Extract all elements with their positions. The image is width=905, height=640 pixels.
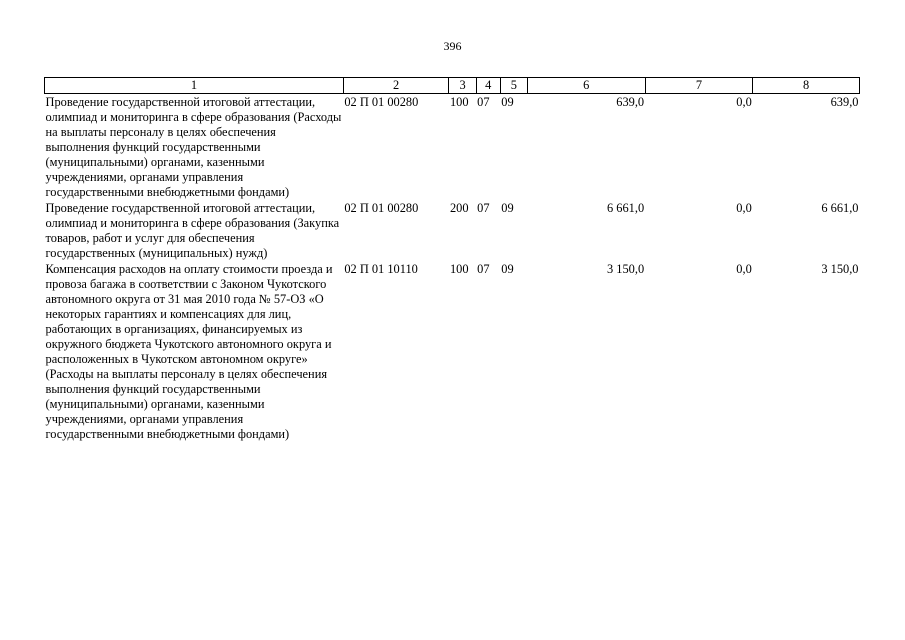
row-col8: 6 661,0 [821,201,859,215]
row-name: Проведение государственной итоговой аттестации, олимпиад и мониторинга в сфере образования (Закупка товаров, работ и услуг для обеспечения государственных (муниципальных) нужд) [45,201,340,260]
row-col8: 3 150,0 [821,262,859,276]
table-header-row [45,78,860,94]
row-col4: 07 [477,95,490,109]
column-header-6: 6 [527,78,645,94]
row-code: 02 П 01 10110 [344,262,418,276]
row-col7: 0,0 [736,262,752,276]
row-code: 02 П 01 00280 [344,95,419,109]
row-col5: 09 [501,95,514,109]
column-header-3: 3 [449,78,476,94]
row-code: 02 П 01 00280 [344,201,419,215]
table-row [45,200,860,261]
row-col4: 07 [477,262,490,276]
row-col4: 07 [477,201,490,215]
row-col7: 0,0 [736,95,752,109]
table-row [45,94,860,201]
row-col6: 3 150,0 [606,262,645,276]
table-row [45,261,860,442]
column-header-1: 1 [45,78,344,94]
page-number: 396 [443,39,462,53]
column-header-4: 4 [476,78,500,94]
column-header-2: 2 [343,78,449,94]
row-name: Компенсация расходов на оплату стоимости проезда и провоза багажа в соответствии с Законом Чукотского автономного округа от 31 мая 2010 года № 57-ОЗ «О некоторых гарантиях и компенсациях для лиц, работающих в организациях, финансируемых из окружного бюджета Чукотского автономного округа и расположенных в Чукотском автономном округе» (Расходы на выплаты персоналу в целях обеспечения выполнения функций государственными (муниципальными) органами, казенными учреждениями, органами управления государственными внебюджетными фондами) [45,262,333,441]
row-col5: 09 [501,262,514,276]
row-col6: 639,0 [616,95,645,109]
row-col8: 639,0 [830,95,859,109]
row-col5: 09 [501,201,514,215]
row-col7: 0,0 [736,201,752,215]
column-header-7: 7 [645,78,753,94]
row-col6: 6 661,0 [606,201,645,215]
row-col3: 100 [449,262,469,276]
row-col3: 200 [449,201,469,215]
column-header-5: 5 [500,78,527,94]
row-name: Проведение государственной итоговой аттестации, олимпиад и мониторинга в сфере образования (Расходы на выплаты персоналу в целях обеспечения выполнения функций государственными (муниципальными) органами, казенными учреждениями, органами управления государственными внебюджетными фондами) [45,95,342,199]
budget-table [44,77,860,442]
column-header-8: 8 [753,78,860,94]
row-col3: 100 [449,95,469,109]
